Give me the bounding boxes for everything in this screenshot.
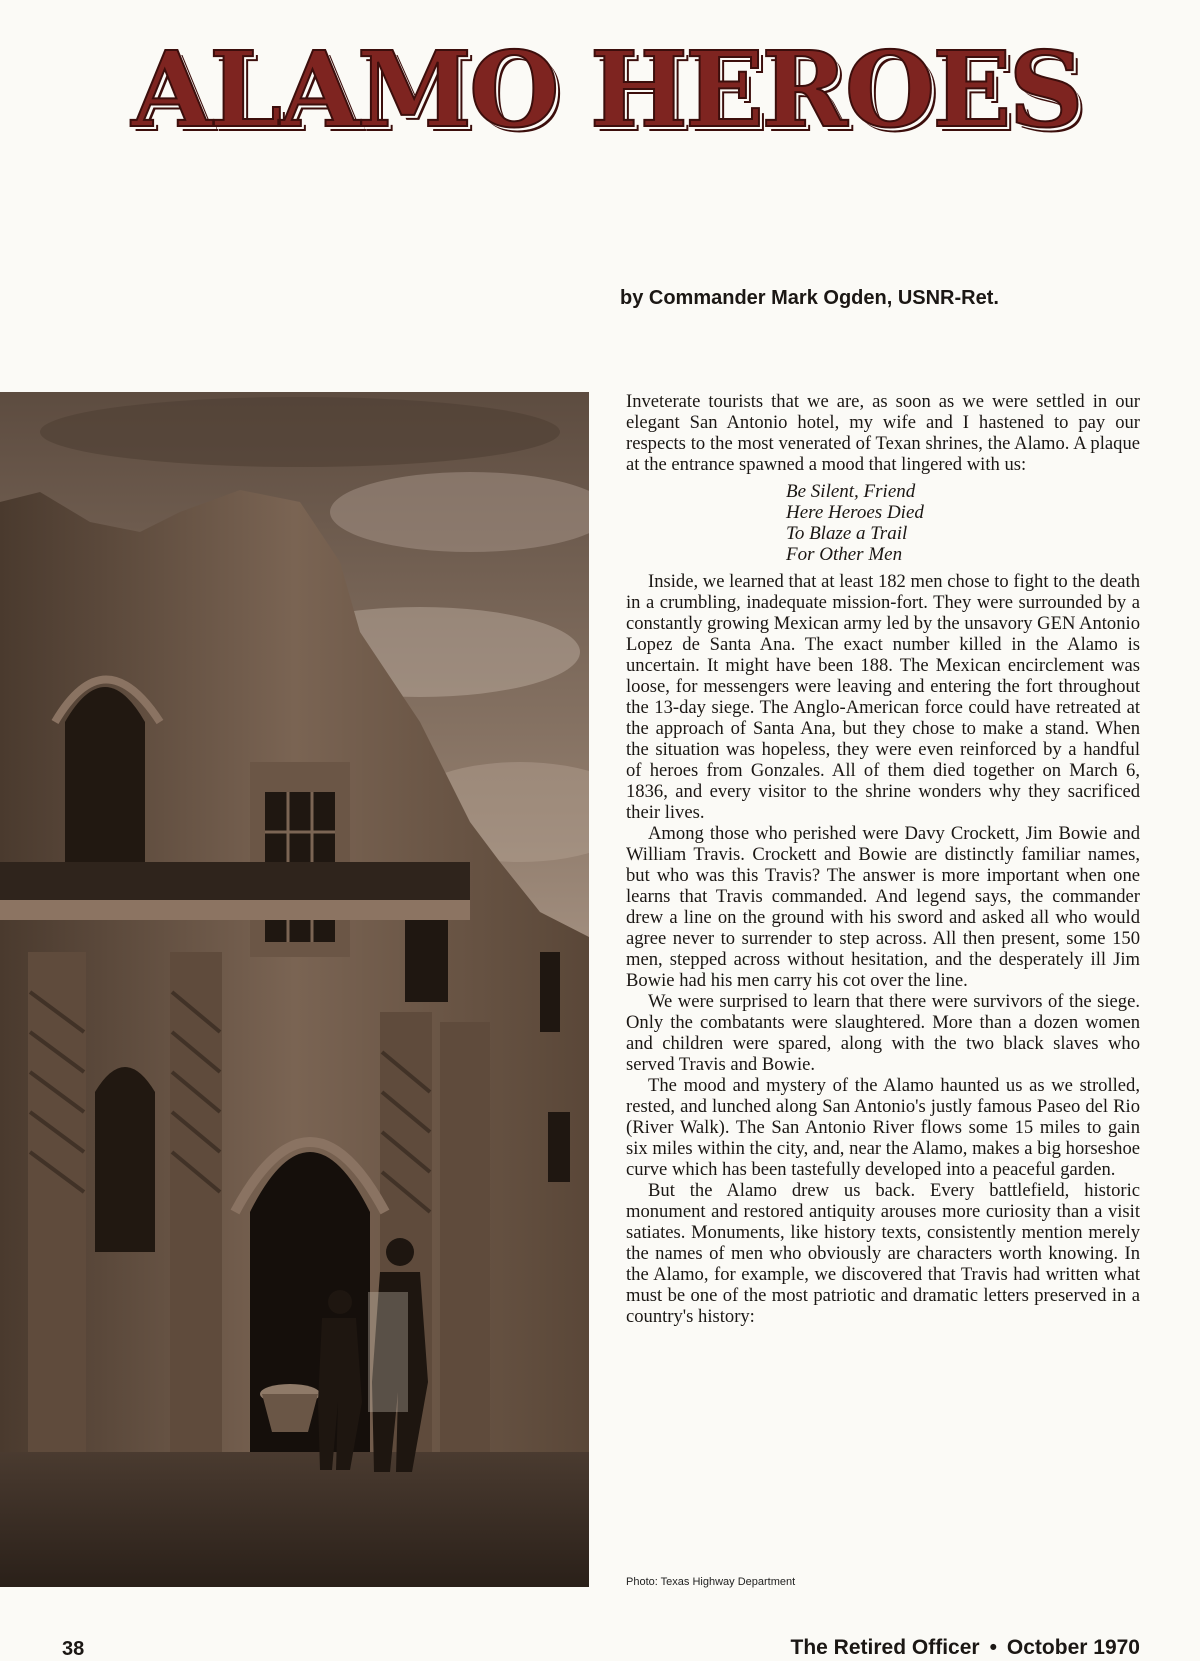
article-body <box>626 391 1140 1327</box>
body-paragraph: But the Alamo drew us back. Every battlefield, historic monument and restored antiquity arouses more curiosity than a visit satiates. Monuments, like history texts, consistently mention merely the names of men who obviously are characters worth knowing. In the Alamo, for example, we discovered that Travis had written what must be one of the most patriotic and dramatic letters preserved in a country's history: <box>626 1180 1140 1327</box>
body-paragraph: Inside, we learned that at least 182 men chose to fight to the death in a crumbling, inadequate mission-fort. They were surrounded by a constantly growing Mexican army led by the unsavory GEN Antonio Lopez de Santa Ana. The exact number killed in the Alamo is uncertain. It might have been 188. The Mexican encirclement was loose, for messengers were leaving and entering the fort throughout the 13-day siege. The Anglo-American force could have retreated at the approach of Santa Ana, but they chose to make a stand. When the situation was hopeless, they were even reinforced by a handful of heroes from Gonzales. All of them died together on March 6, 1836, and every visitor to the shrine wonders why they sacrificed their lives. <box>626 571 1140 823</box>
issue-date: October 1970 <box>1006 1636 1140 1659</box>
page-number: 38 <box>62 1638 85 1660</box>
footer-separator: • <box>989 1636 997 1659</box>
plaque-poem <box>786 481 1140 565</box>
poem-line: For Other Men <box>786 544 903 565</box>
poem-line: Here Heroes Died <box>786 502 924 523</box>
byline: by Commander Mark Ogden, USNR-Ret. <box>620 287 999 309</box>
publication-footer <box>791 1636 1140 1660</box>
alamo-facade-illustration <box>0 392 589 1587</box>
article-title: ALAMO HEROES <box>131 28 1081 151</box>
poem-line: To Blaze a Trail <box>786 523 908 544</box>
body-paragraph: Among those who perished were Davy Crockett, Jim Bowie and William Travis. Crockett and Bowie are distinctly familiar names, but who was this Travis? The answer is more important when one learns that Travis commanded. And legend says, the commander drew a line on the ground with his sword and asked all who would agree never to surrender to step across. All then present, some 150 men, stepped across without hesitation, and the desperately ill Jim Bowie had his men carry his cot over the line. <box>626 823 1140 991</box>
body-paragraph: We were surprised to learn that there were survivors of the siege. Only the combatants were slaughtered. More than a dozen women and children were spared, along with the two black slaves who served Travis and Bowie. <box>626 991 1140 1075</box>
poem-line: Be Silent, Friend <box>786 481 916 502</box>
photo-credit: Photo: Texas Highway Department <box>626 1576 796 1588</box>
intro-paragraph: Inveterate tourists that we are, as soon as we were settled in our elegant San Antonio hotel, my wife and I hastened to pay our respects to the most venerated of Texan shrines, the Alamo. A plaque at the entrance spawned a mood that lingered with us: <box>626 391 1140 475</box>
alamo-photo <box>0 392 589 1587</box>
body-paragraph: The mood and mystery of the Alamo haunted us as we strolled, rested, and lunched along San Antonio's justly famous Paseo del Rio (River Walk). The San Antonio River flows some 15 miles to gain six miles within the city, and, near the Alamo, makes a big horseshoe curve which has been tastefully developed into a peaceful garden. <box>626 1075 1140 1180</box>
publication-name: The Retired Officer <box>790 1636 980 1659</box>
